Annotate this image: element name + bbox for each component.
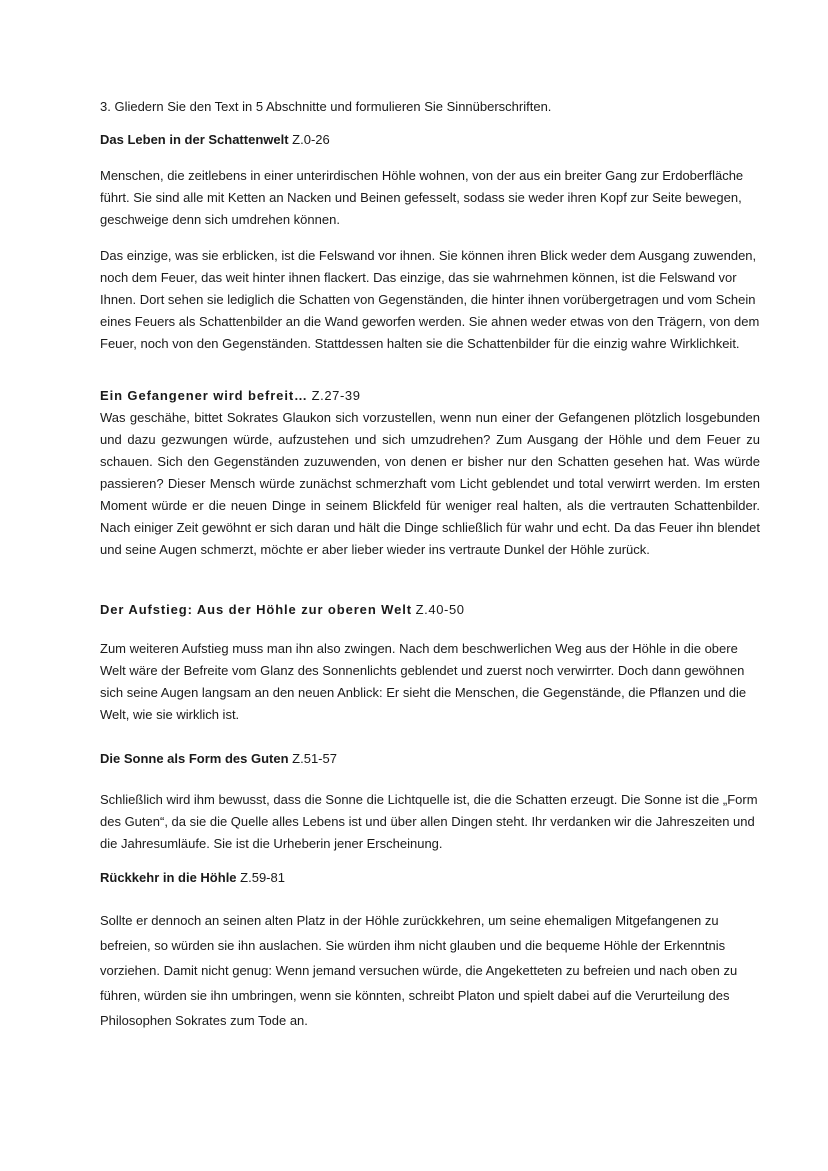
line-reference: Z.0-26 <box>292 132 330 147</box>
paragraph: Schließlich wird ihm bewusst, dass die Sonne die Lichtquelle ist, die die Schatten erzeugt. Die Sonne ist die „Form des Guten“, da sie die Quelle alles Lebens ist und über allen Dingen steht. Ihr verdanken wir die Jahreszeiten und die Jahresumläufe. Sie ist die Urheberin jener Erscheinung. <box>100 792 758 851</box>
paragraph: Was geschähe, bittet Sokrates Glaukon sich vorzustellen, wenn nun einer der Gefangenen plötzlich losgebunden und dazu gezwungen würde, aufzustehen und sich umzudrehen? Zum Ausgang der Höhle und dem Feuer zu schauen. Sich den Gegenständen zuzuwenden, von denen er bisher nur den Schatten gesehen hat. Was würde passieren? Dieser Mensch würde zunächst schmerzhaft vom Licht geblendet und total verwirrt werden. Im ersten Moment würde er die neuen Dinge in seinem Blickfeld für weniger real halten, als die vertrauten Schattenbilder. Nach einiger Zeit gewöhnt er sich daran und hält die Dinge schließlich für wahr und echt. Da das Feuer ihn blendet und seine Augen schmerzt, möchte er aber lieber wieder ins vertraute Dunkel der Höhle zurück. <box>100 410 760 557</box>
line-reference: Z.27-39 <box>311 388 361 403</box>
section-title: Rückkehr in die Höhle <box>100 870 237 885</box>
line-reference: Z.51-57 <box>292 751 337 766</box>
paragraph: Das einzige, was sie erblicken, ist die Felswand vor ihnen. Sie können ihren Blick weder dem Ausgang zuwenden, noch dem Feuer, das weit hinter ihnen flackert. Das einzige, das sie wahrnehmen können, ist die Felswand vor Ihnen. Dort sehen sie lediglich die Schatten von Gegenständen, die hinter ihnen vorübergetragen und vom Schein eines Feuers als Schattenbilder an die Wand geworfen werden. Sie ahnen weder etwas von den Trägern, von dem Feuer, noch von den Gegenständen. Stattdessen halten sie die Schattenbilder für die einzig wahre Wirklichkeit. <box>100 248 760 351</box>
section-heading-rueckkehr <box>100 867 760 889</box>
paragraph: Zum weiteren Aufstieg muss man ihn also zwingen. Nach dem beschwerlichen Weg aus der Höhle in die obere Welt wäre der Befreite vom Glanz des Sonnenlichts geblendet und zuerst noch verwirrter. Doch dann gewöhnen sich seine Augen langsam an den neuen Anblick: Er sieht die Menschen, die Gegenstände, die Pflanzen und die Welt, wie sie wirklich ist. <box>100 641 747 722</box>
section-heading-sonne <box>100 748 760 770</box>
section-heading-gefangener-befreit <box>100 385 760 407</box>
task-instruction: 3. Gliedern Sie den Text in 5 Abschnitte und formulieren Sie Sinnüberschriften. <box>100 99 552 114</box>
section-title: Die Sonne als Form des Guten <box>100 751 289 766</box>
paragraph: Menschen, die zeitlebens in einer unterirdischen Höhle wohnen, von der aus ein breiter Gang zur Erdoberfläche führt. Sie sind alle mit Ketten an Nacken und Beinen gefesselt, sodass sie weder ihren Kopf zur Seite bewegen, geschweige denn sich umdrehen können. <box>100 168 744 227</box>
section-heading-schattenwelt <box>100 129 760 151</box>
paragraph: Sollte er dennoch an seinen alten Platz in der Höhle zurückkehren, um seine ehemaligen Mitgefangenen zu befreien, so würden sie ihn auslachen. Sie würden ihm nicht glauben und die bequeme Höhle der Erkenntnis vorziehen. Damit nicht genug: Wenn jemand versuchen würde, die Angeketteten zu befreien und nach oben zu führen, würden sie ihn umbringen, wenn sie könnten, schreibt Platon und spielt dabei auf die Verurteilung des Philosophen Sokrates zum Tode an. <box>100 913 738 1028</box>
section-title: Das Leben in der Schattenwelt <box>100 132 289 147</box>
line-reference: Z.59-81 <box>240 870 285 885</box>
section-title: Der Aufstieg: Aus der Höhle zur oberen Welt <box>100 602 412 617</box>
document-page <box>100 96 760 1047</box>
section-heading-aufstieg <box>100 599 760 621</box>
line-reference: Z.40-50 <box>415 602 465 617</box>
section-title: Ein Gefangener wird befreit… <box>100 388 308 403</box>
